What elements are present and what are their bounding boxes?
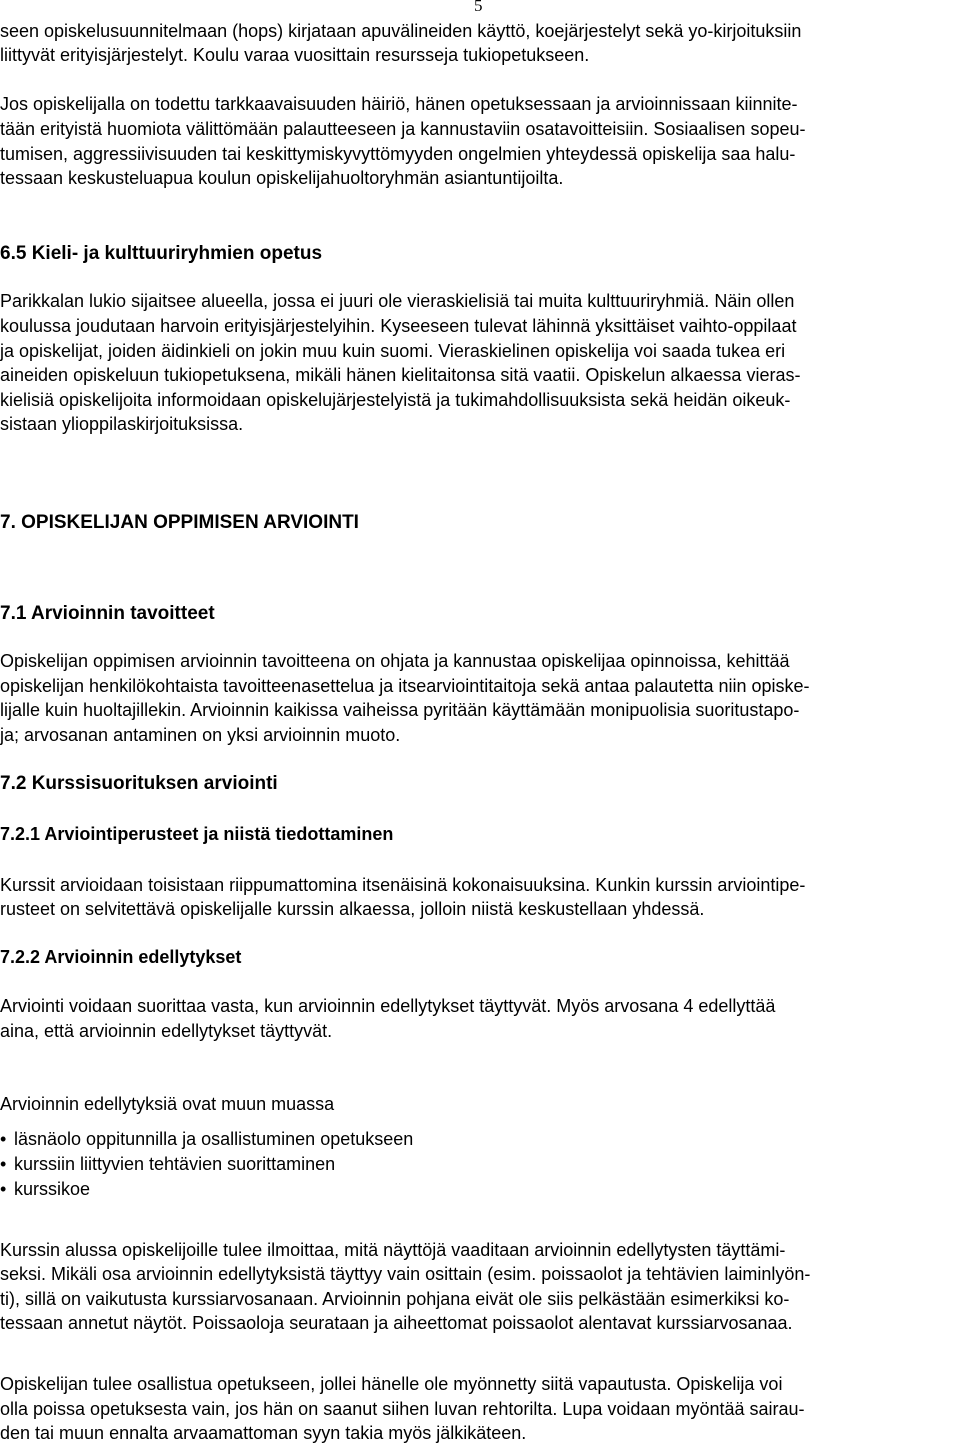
paragraph-4-line: opiskelijan henkilökohtaista tavoitteenasettelua ja itsearviointitaitoja sekä antaa palautetta niin opiske- <box>0 676 810 696</box>
paragraph-4-line: ja; arvosanan antaminen on yksi arvioinnin muoto. <box>0 725 401 745</box>
paragraph-5-line: rusteet on selvitettävä opiskelijalle kurssin alkaessa, jolloin niistä keskustellaan yhdessä. <box>0 899 705 919</box>
paragraph-2-line: tessaan keskusteluapua koulun opiskelijahuoltoryhmän asiantuntijoilta. <box>0 168 564 188</box>
paragraph-9-line: den tai muun ennalta arvaamattoman syyn takia myös jälkikäteen. <box>0 1423 527 1443</box>
paragraph-9-line: Opiskelijan tulee osallistua opetukseen, jollei hänelle ole myönnetty siitä vapautusta. Opiskelija voi <box>0 1374 783 1394</box>
list-item <box>0 1154 335 1174</box>
subsection-heading-7-2-1: 7.2.1 Arviointiperusteet ja niistä tiedottaminen <box>0 824 394 844</box>
paragraph-2-line: tään erityistä huomiota välittömään palautteeseen ja kannustaviin osatavoitteisiin. Sosiaalisen sopeu- <box>0 119 806 139</box>
bullet-icon: • <box>0 1129 7 1149</box>
paragraph-3-line: ja opiskelijat, joiden äidinkieli on jokin muu kuin suomi. Vieraskielinen opiskelija voi saada tukea eri <box>0 341 786 361</box>
list-item <box>0 1129 413 1149</box>
paragraph-3-line: Parikkalan lukio sijaitsee alueella, jossa ei juuri ole vieraskielisiä tai muita kulttuuriryhmiä. Näin ollen <box>0 291 795 311</box>
paragraph-1-line: seen opiskelusuunnitelmaan (hops) kirjataan apuvälineiden käyttö, koejärjestelyt sekä yo-kirjoituksiin <box>0 21 802 41</box>
paragraph-8-line: seksi. Mikäli osa arvioinnin edellytyksistä täyttyy vain osittain (esim. poissaolot ja tehtävien laiminlyön- <box>0 1264 811 1284</box>
paragraph-3-line: kielisiä opiskelijoita informoidaan opiskelujärjestelyistä ja tukimahdollisuuksista sekä heidän oikeuk- <box>0 390 791 410</box>
bullet-icon: • <box>0 1154 7 1174</box>
bullet-icon: • <box>0 1179 7 1199</box>
paragraph-5-line: Kurssit arvioidaan toisistaan riippumattomina itsenäisinä kokonaisuuksina. Kunkin kurssin arviointipe- <box>0 875 806 895</box>
page-number: 5 <box>474 0 483 15</box>
paragraph-3-line: aineiden opiskeluun tukiopetuksena, mikäli hänen kielitaitonsa sitä vaatii. Opiskelun alkaessa vieras- <box>0 365 801 385</box>
paragraph-1-line: liittyvät erityisjärjestelyt. Koulu varaa vuosittain resursseja tukiopetukseen. <box>0 45 590 65</box>
paragraph-6-line: aina, että arvioinnin edellytykset täyttyvät. <box>0 1021 333 1041</box>
chapter-heading-7: 7. OPISKELIJAN OPPIMISEN ARVIOINTI <box>0 512 359 533</box>
paragraph-4-line: Opiskelijan oppimisen arvioinnin tavoitteena on ohjata ja kannustaa opiskelijaa opinnoissa, kehittää <box>0 651 790 671</box>
paragraph-8-line: ti), sillä on vaikutusta kurssiarvosanaan. Arvioinnin pohjana eivät ole siis pelkästään esimerkiksi ko- <box>0 1289 790 1309</box>
subsection-heading-7-2-2: 7.2.2 Arvioinnin edellytykset <box>0 947 242 967</box>
paragraph-6-line: Arviointi voidaan suorittaa vasta, kun arvioinnin edellytykset täyttyvät. Myös arvosana 4 edellyttää <box>0 996 776 1016</box>
list-item-text: kurssikoe <box>14 1179 91 1199</box>
list-item-text: läsnäolo oppitunnilla ja osallistuminen opetukseen <box>14 1129 414 1149</box>
paragraph-4-line: lijalle kuin huoltajillekin. Arvioinnin kaikissa vaiheissa pyritään käyttämään monipuolisia suoritustapo- <box>0 700 800 720</box>
paragraph-7: Arvioinnin edellytyksiä ovat muun muassa <box>0 1094 335 1114</box>
paragraph-2-line: Jos opiskelijalla on todettu tarkkaavaisuuden häiriö, hänen opetuksessaan ja arvioinnissaan kiinnite- <box>0 94 798 114</box>
paragraph-9-line: olla poissa opetuksesta vain, jos hän on saanut siihen luvan rehtorilta. Lupa voidaan myöntää sairau- <box>0 1399 805 1419</box>
list-item-text: kurssiin liittyvien tehtävien suorittaminen <box>14 1154 336 1174</box>
paragraph-2-line: tumisen, aggressiivisuuden tai keskittymiskyvyttömyyden ongelmien yhteydessä opiskelija saa halu- <box>0 144 796 164</box>
paragraph-3-line: koulussa joudutaan harvoin erityisjärjestelyihin. Kyseeseen tulevat lähinnä yksittäiset vaihto-oppilaat <box>0 316 797 336</box>
list-item <box>0 1179 90 1199</box>
section-heading-7-2: 7.2 Kurssisuorituksen arviointi <box>0 773 278 794</box>
section-heading-7-1: 7.1 Arvioinnin tavoitteet <box>0 603 215 624</box>
section-heading-6-5: 6.5 Kieli- ja kulttuuriryhmien opetus <box>0 243 323 264</box>
paragraph-3-line: sistaan ylioppilaskirjoituksissa. <box>0 414 244 434</box>
paragraph-8-line: Kurssin alussa opiskelijoille tulee ilmoittaa, mitä näyttöjä vaaditaan arvioinnin edellytysten täyttämi- <box>0 1240 786 1260</box>
paragraph-8-line: tessaan annetut näytöt. Poissaoloja seurataan ja aiheettomat poissaolot alentavat kurssiarvosanaa. <box>0 1313 793 1333</box>
